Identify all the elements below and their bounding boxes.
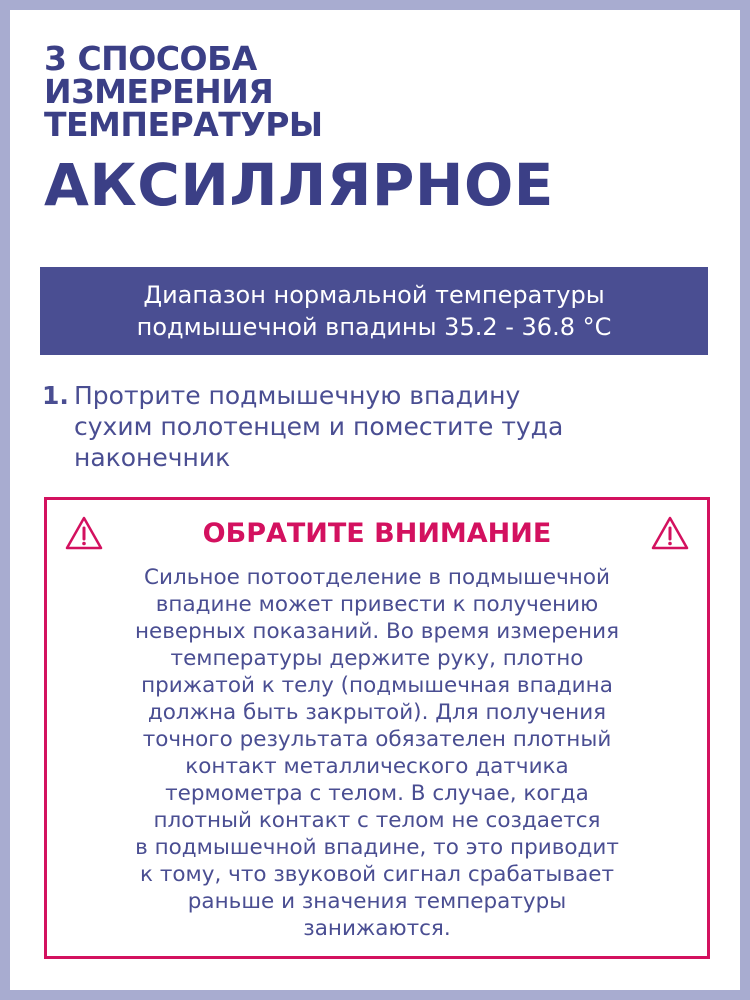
warning-triangle-icon	[651, 516, 689, 550]
step-line: наконечник	[74, 443, 231, 472]
notice-body	[71, 564, 683, 942]
step-number: 1.	[42, 381, 69, 410]
notice-line: занижаются.	[303, 916, 451, 941]
notice-line: должна быть закрытой). Для получения	[147, 700, 607, 725]
subtitle-line: ТЕМПЕРАТУРЫ	[44, 105, 323, 144]
notice-line: впадине может привести к получению	[155, 592, 599, 617]
notice-title: ОБРАТИТЕ ВНИМАНИЕ	[202, 518, 552, 549]
notice-line: неверных показаний. Во время измерения	[134, 619, 620, 644]
notice-line: Сильное потоотделение в подмышечной	[144, 565, 610, 590]
notice-line: к тому, что звуковой сигнал срабатывает	[140, 862, 614, 887]
range-line: подмышечной впадины 35.2 - 36.8 °C	[136, 313, 612, 341]
notice-line: температуры держите руку, плотно	[170, 646, 584, 671]
subtitle	[44, 39, 404, 144]
step-line: сухим полотенцем и поместите туда	[74, 412, 564, 441]
range-line: Диапазон нормальной температуры	[143, 281, 605, 309]
warning-notice	[44, 497, 710, 959]
header	[44, 39, 554, 221]
warning-triangle-icon	[65, 516, 103, 550]
notice-line: раньше и значения температуры	[187, 889, 567, 914]
page-title: АКСИЛЛЯРНОЕ	[44, 151, 554, 219]
subtitle-line: 3 СПОСОБА	[44, 39, 257, 78]
notice-line: контакт металлического датчика	[185, 754, 569, 779]
page	[10, 10, 740, 990]
notice-line: плотный контакт с телом не создается	[153, 808, 601, 833]
notice-line: прижатой к телу (подмышечная впадина	[141, 673, 613, 698]
notice-line: в подмышечной впадине, то это приводит	[135, 835, 619, 860]
normal-range-banner	[40, 267, 708, 355]
step-text	[74, 380, 702, 473]
step-1	[42, 380, 702, 473]
subtitle-line: ИЗМЕРЕНИЯ	[44, 72, 274, 111]
notice-line: термометра с телом. В случае, когда	[165, 781, 589, 806]
notice-line: точного результата обязателен плотный	[142, 727, 612, 752]
step-line: Протрите подмышечную впадину	[74, 381, 521, 410]
notice-header	[47, 514, 707, 554]
